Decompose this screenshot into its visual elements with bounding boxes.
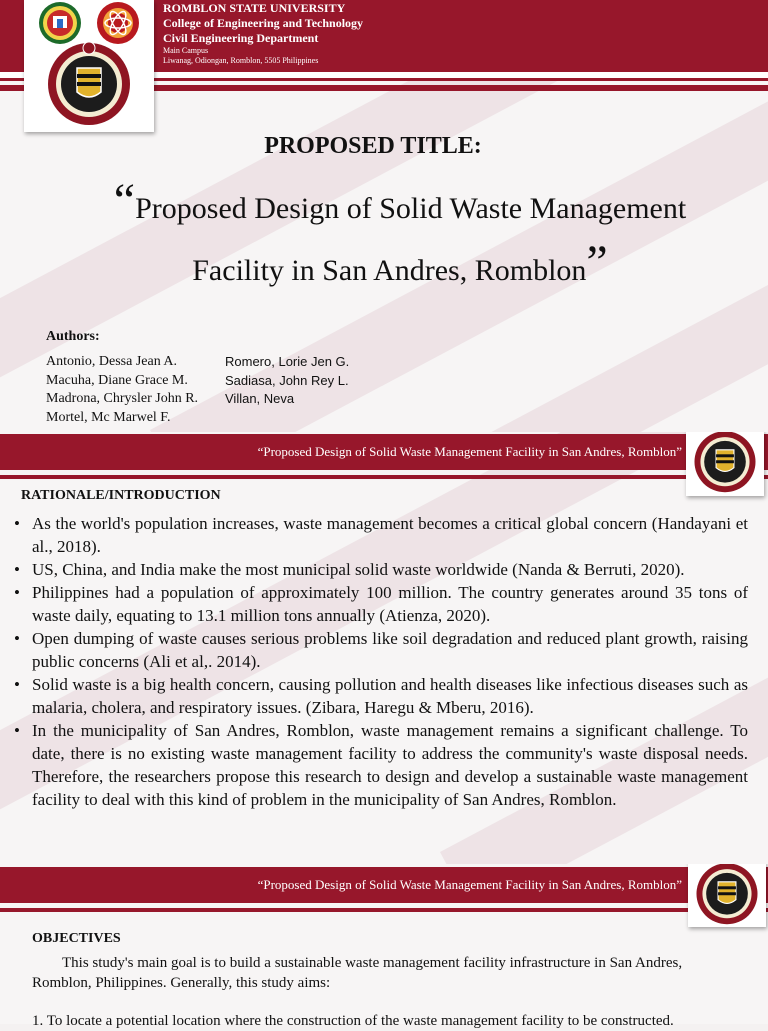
title-line-2: [60, 236, 740, 302]
rationale-bullet-list: [14, 512, 748, 811]
rationale-heading: RATIONALE/INTRODUCTION: [21, 488, 221, 503]
proposed-title-heading: PROPOSED TITLE:: [264, 133, 482, 159]
civil-engineering-seal-logo: [47, 40, 131, 126]
author-name: Madrona, Chrysler John R.: [46, 391, 199, 406]
logo-card: [688, 864, 766, 927]
authors-list-right: [225, 353, 349, 409]
title-text-1: Proposed Design of Solid Waste Management: [135, 192, 687, 225]
slide-banner: [0, 434, 768, 470]
author-name: Macuha, Diane Grace M.: [46, 372, 188, 388]
logo-card: [24, 0, 154, 132]
title-slide: [0, 0, 768, 432]
list-item: • Open dumping of waste causes serious problems like soil degradation and reduced plant growth, raising public concerns (Ali et al,. 2014).: [14, 627, 748, 673]
department-name: Civil Engineering Department: [163, 31, 319, 45]
list-item: • US, China, and India make the most municipal solid waste worldwide (Nanda & Berruti, 2020).: [14, 558, 748, 581]
title-text-2: Facility in San Andres, Romblon: [192, 254, 587, 287]
campus-address: Liwanag, Odiongan, Romblon, 5505 Philippines: [163, 56, 319, 65]
list-item: • Solid waste is a big health concern, causing pollution and health diseases like infectious diseases such as malaria, cholera, and respiratory issues. (Zibara, Haregu & Mberu, 2016).: [14, 673, 748, 719]
banner-title: “Proposed Design of Solid Waste Management Facility in San Andres, Romblon”: [257, 877, 682, 892]
list-item: • As the world's population increases, waste management becomes a critical global concern (Handayani et al., 2018).: [14, 512, 748, 558]
author-name: Villan, Neva: [225, 391, 295, 406]
author-name: Antonio, Dessa Jean A.: [46, 354, 178, 369]
list-item: • In the municipality of San Andres, Romblon, waste management remains a significant challenge. To date, there is no existing waste management facility to address the community's waste disposal needs. Therefore, the researchers propose this research to design and develop a sustainable waste management facility to deal with this kind of problem in the municipality of San Andres, Romblon.: [14, 719, 748, 811]
college-seal-logo: [94, 1, 142, 45]
objectives-heading: OBJECTIVES: [32, 931, 121, 946]
logo-card: [686, 432, 764, 496]
banner-line: [0, 475, 768, 479]
open-quote: “: [113, 174, 136, 227]
university-name: ROMBLON STATE UNIVERSITY: [163, 1, 346, 15]
author-name: Mortel, Mc Marwel F.: [46, 409, 171, 425]
objective-item: 1. To locate a potential location where the construction of the waste management facility to be constructed.: [32, 1013, 674, 1029]
close-quote: ”: [586, 236, 608, 289]
college-name: College of Engineering and Technology: [163, 16, 364, 30]
objectives-paragraph: This study's main goal is to build a sustainable waste management facility infrastructure in San Andres, Romblon, Philippines. Generally, this study aims:: [32, 955, 683, 991]
slide-banner: [0, 867, 768, 903]
university-seal-logo: [36, 1, 84, 45]
authors-label: Authors:: [46, 329, 100, 344]
title-line-1: [60, 174, 740, 240]
list-item: • Philippines had a population of approximately 100 million. The country generates around 35 tons of waste daily, equating to 13.1 million tons annually (Atienza, 2020).: [14, 581, 748, 627]
banner-title: “Proposed Design of Solid Waste Management Facility in San Andres, Romblon”: [257, 444, 682, 459]
university-header: [163, 1, 363, 66]
campus-name: Main Campus: [163, 46, 209, 55]
civil-engineering-seal-logo: [693, 432, 757, 493]
banner-line: [0, 908, 768, 912]
author-name: Sadiasa, John Rey L.: [225, 372, 349, 388]
proposed-title: [60, 174, 740, 302]
authors-list-left: [46, 353, 198, 427]
author-name: Romero, Lorie Jen G.: [225, 354, 350, 369]
civil-engineering-seal-logo: [695, 864, 759, 925]
